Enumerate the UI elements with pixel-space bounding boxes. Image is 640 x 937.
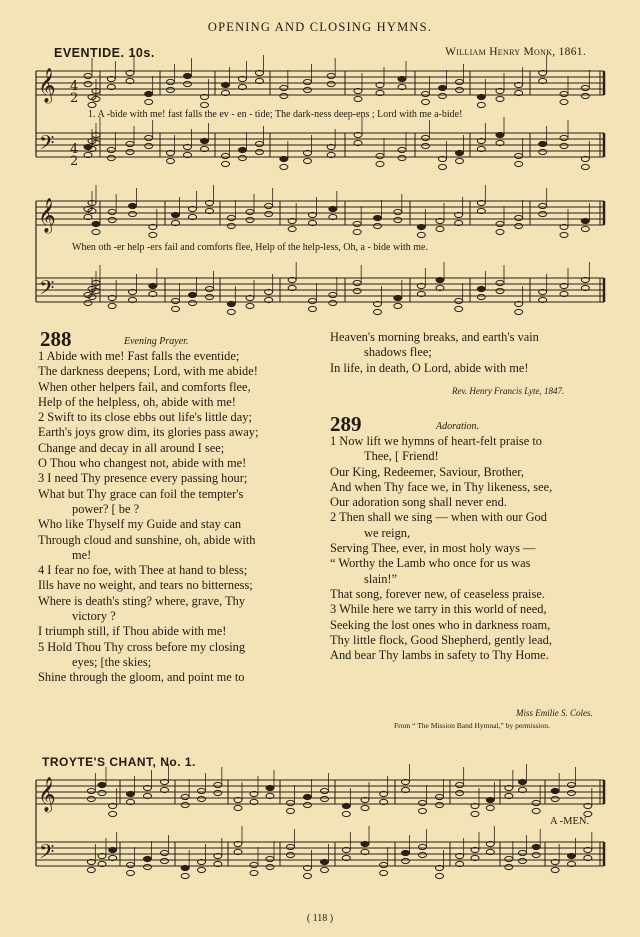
verse-line: O Thou who changest not, abide with me!	[38, 456, 247, 471]
tune1-lyrics-line2: When oth -er help -ers fail and comforts flee, Help of the help-less, Oh, a - bide with me.	[72, 242, 428, 253]
verse-line: I triumph still, if Thou abide with me!	[38, 624, 227, 639]
verse-line: Heaven's morning breaks, and earth's vain	[330, 330, 539, 344]
verse-line: Thee, [ Friend!	[364, 449, 439, 464]
verse-line: Through cloud and sunshine, oh, abide with	[38, 532, 256, 547]
hymn-number-289: 289	[330, 412, 362, 436]
verse-line: slain!”	[364, 571, 398, 586]
verse-line: Our adoration song shall never end.	[330, 495, 507, 510]
svg-text:2: 2	[70, 91, 79, 106]
verse-line: 4 I fear no foe, with Thee at hand to bless;	[38, 563, 248, 578]
hymn-289-author: Miss Emilie S. Coles.	[516, 708, 593, 718]
verse-line: 1 Abide with me! Fast falls the eventide;	[38, 349, 240, 363]
amen-label: A -MEN.	[550, 816, 590, 827]
svg-text:2: 2	[70, 154, 79, 169]
verse-line: What but Thy grace can foil the tempter's	[38, 486, 244, 501]
tune1-lyrics-line1: 1. A -bide with me! fast falls the ev - en - tide; The dark-ness deep-ens ; Lord with me a-bide!	[88, 109, 463, 120]
verse-line: And bear Thy lambs in safety to Thy Home.	[330, 648, 549, 663]
verse-line: eyes; [the skies;	[72, 654, 152, 669]
verse-line: me!	[72, 547, 92, 562]
hymn-subtitle-288: Evening Prayer.	[124, 336, 189, 347]
hymn-289-verses	[330, 434, 552, 663]
verse-line: 5 Hold Thou Thy cross before my closing	[38, 639, 246, 654]
svg-text:𝄢: 𝄢	[39, 131, 55, 159]
verse-line: Change and decay in all around I see;	[38, 440, 225, 455]
hymn-288-author: Rev. Henry Francis Lyte, 1847.	[452, 386, 565, 396]
verse-line: In life, in death, O Lord, abide with me!	[330, 360, 529, 375]
hymn-288-verses	[38, 349, 258, 686]
verse-line: Seeking the lost ones who in darkness roam,	[330, 617, 551, 632]
tune-composer: William Henry Monk, 1861.	[445, 46, 586, 58]
verse-line: Help of the helpless, oh, abide with me!	[38, 394, 236, 409]
verse-line: Thy little flock, Good Shepherd, gently lead,	[330, 632, 552, 647]
verse-line: Who like Thyself my Guide and stay can	[38, 517, 242, 532]
hymn-289-source: From “ The Mission Band Hymnal,” by permission.	[394, 721, 550, 730]
verse-line: Serving Thee, ever, in most holy ways —	[330, 541, 536, 556]
verse-line: 2 Then shall we sing — when with our God	[330, 510, 547, 525]
verse-line: Ills have no weight, and tears no bitterness;	[38, 578, 253, 593]
hymn-288-verse-end	[330, 330, 539, 376]
svg-text:𝄞: 𝄞	[38, 777, 56, 812]
verse-line: And when Thy face we, in Thy likeness, see,	[330, 479, 553, 494]
svg-text:4: 4	[70, 79, 79, 94]
verse-line: 3 I need Thy presence every passing hour;	[38, 471, 248, 486]
verse-line: “ Worthy the Lamb who once for us was	[330, 556, 531, 571]
tune-name-eventide: EVENTIDE. 10s.	[54, 46, 155, 60]
svg-text:𝄞: 𝄞	[38, 198, 56, 233]
tune-name-troyte: TROYTE'S CHANT, No. 1.	[42, 755, 196, 769]
verse-line: victory ?	[72, 609, 116, 624]
verse-line: When other helpers fail, and comforts flee,	[38, 379, 251, 394]
svg-text:𝄞: 𝄞	[38, 68, 56, 103]
hymn-subtitle-289: Adoration.	[436, 421, 480, 432]
svg-text:𝄢: 𝄢	[39, 840, 55, 868]
verse-line: Where is death's sting? where, grave, Thy	[38, 593, 246, 608]
verse-line: That song, forever new, of ceaseless praise.	[330, 586, 545, 601]
verse-line: 2 Swift to its close ebbs out life's little day;	[38, 410, 252, 425]
verse-line: Earth's joys grow dim, its glories pass away;	[38, 425, 259, 440]
verse-line: 3 While here we tarry in this world of need,	[330, 602, 547, 617]
verse-line: The darkness deepens; Lord, with me abide!	[38, 364, 258, 379]
verse-line: Shine through the gloom, and point me to	[38, 670, 245, 685]
verse-line: shadows flee;	[364, 345, 432, 360]
verse-line: Our King, Redeemer, Saviour, Brother,	[330, 464, 524, 479]
page-header: OPENING AND CLOSING HYMNS.	[207, 20, 433, 34]
hymn-number-288: 288	[40, 327, 72, 351]
verse-line: we reign,	[364, 525, 411, 540]
svg-text:4: 4	[70, 142, 79, 157]
svg-text:𝄢: 𝄢	[39, 276, 55, 304]
verse-line: power? [ be ?	[72, 501, 140, 516]
page-number: ( 118 )	[306, 913, 334, 924]
verse-line: 1 Now lift we hymns of heart-felt praise to	[330, 434, 542, 448]
